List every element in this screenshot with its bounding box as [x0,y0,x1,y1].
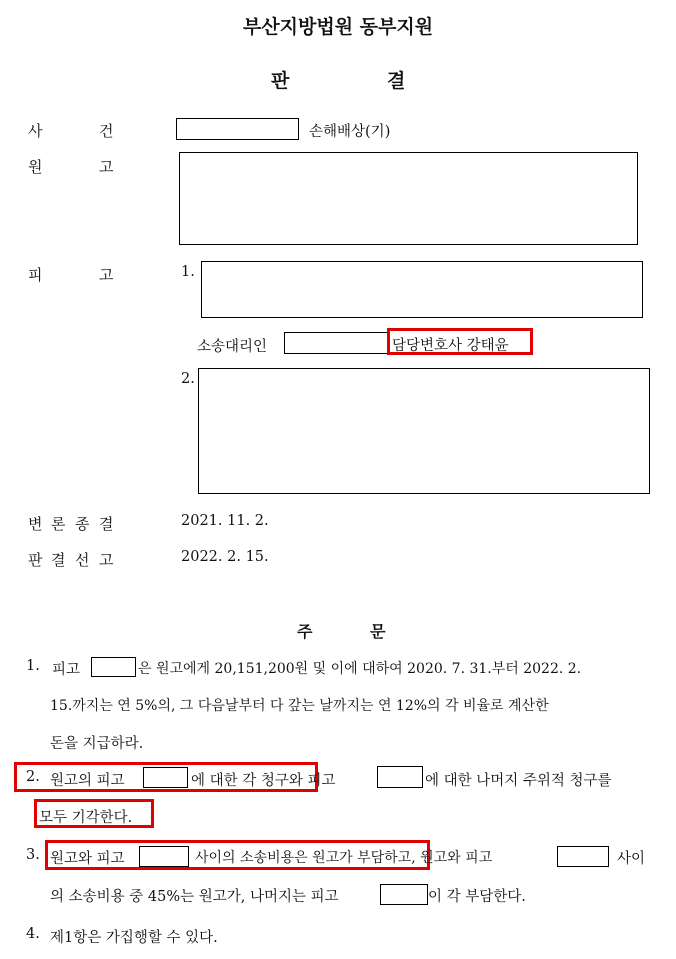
plaintiff-redaction [179,152,638,245]
defendant-label-1: 피 [28,266,43,284]
order-2-defendant-redaction-2 [377,766,423,788]
order-1-line3: 돈을 지급하라. [50,736,144,752]
order-3-defendant-redaction-1 [139,846,189,867]
closing-label-4: 결 [99,515,114,533]
verdict-label-1: 판 [28,551,43,569]
order-2-line1-a: 원고의 피고 [50,773,125,789]
verdict-label-2: 결 [51,551,66,569]
agent-label: 소송대리인 [197,339,268,355]
order-3-number: 3. [26,847,40,863]
order-3-line1-b: 사이의 소송비용은 원고가 부담하고, 원고와 피고 [195,850,493,866]
defendant-1-number: 1. [181,264,195,280]
closing-label-1: 변 [28,515,43,533]
defendant-2-redaction [198,368,650,494]
closing-label-3: 종 [75,515,90,533]
order-heading-left: 주 [297,622,313,641]
verdict-date: 2022. 2. 15. [181,549,269,565]
order-1-defendant-redaction [91,657,136,677]
order-2-defendant-redaction-1 [143,767,188,788]
closing-date: 2021. 11. 2. [181,513,269,529]
order-3-defendant-redaction-2 [557,846,609,867]
order-3-line1-a: 원고와 피고 [50,851,125,867]
agent-firm-redaction [284,332,390,354]
case-number-redaction [176,118,299,140]
order-1-number: 1. [26,658,40,674]
doc-title-right: 결 [387,70,406,92]
case-label-2: 건 [99,122,114,140]
order-3-line2-b: 이 각 부담한다. [428,889,526,905]
plaintiff-label-1: 원 [28,158,43,176]
defendant-1-redaction [201,261,643,318]
verdict-label-4: 고 [99,551,114,569]
case-label-1: 사 [28,122,43,140]
order-2-line1-b: 에 대한 각 청구와 피고 [191,773,336,789]
order-1-line1-a: 피고 [52,662,81,678]
order-2-line1-c: 에 대한 나머지 주위적 청구를 [425,773,612,789]
plaintiff-label-2: 고 [99,158,114,176]
order-3-line2-a: 의 소송비용 중 45%는 원고가, 나머지는 피고 [50,889,339,905]
order-4-text: 제1항은 가집행할 수 있다. [50,930,218,946]
doc-title-left: 판 [271,70,290,92]
order-2-line2: 모두 기각한다. [39,810,133,826]
order-3-line1-c: 사이 [617,851,646,867]
court-name: 부산지방법원 동부지원 [242,16,434,38]
defendant-2-number: 2. [181,371,195,387]
order-heading-right: 문 [370,622,386,641]
verdict-label-3: 선 [75,551,90,569]
case-value: 손해배상(기) [309,124,391,140]
agent-value: 담당변호사 강태윤 [392,338,509,354]
order-3-defendant-redaction-3 [380,884,428,905]
order-2-number: 2. [26,769,40,785]
order-1-line1-b: 은 원고에게 20,151,200원 및 이에 대하여 2020. 7. 31.부터 2022. 2. [138,661,582,677]
order-1-line2: 15.까지는 연 5%의, 그 다음날부터 다 갚는 날까지는 연 12%의 각 비율로 계산한 [50,698,549,714]
order-4-number: 4. [26,926,40,942]
defendant-label-2: 고 [99,266,114,284]
closing-label-2: 론 [51,515,66,533]
